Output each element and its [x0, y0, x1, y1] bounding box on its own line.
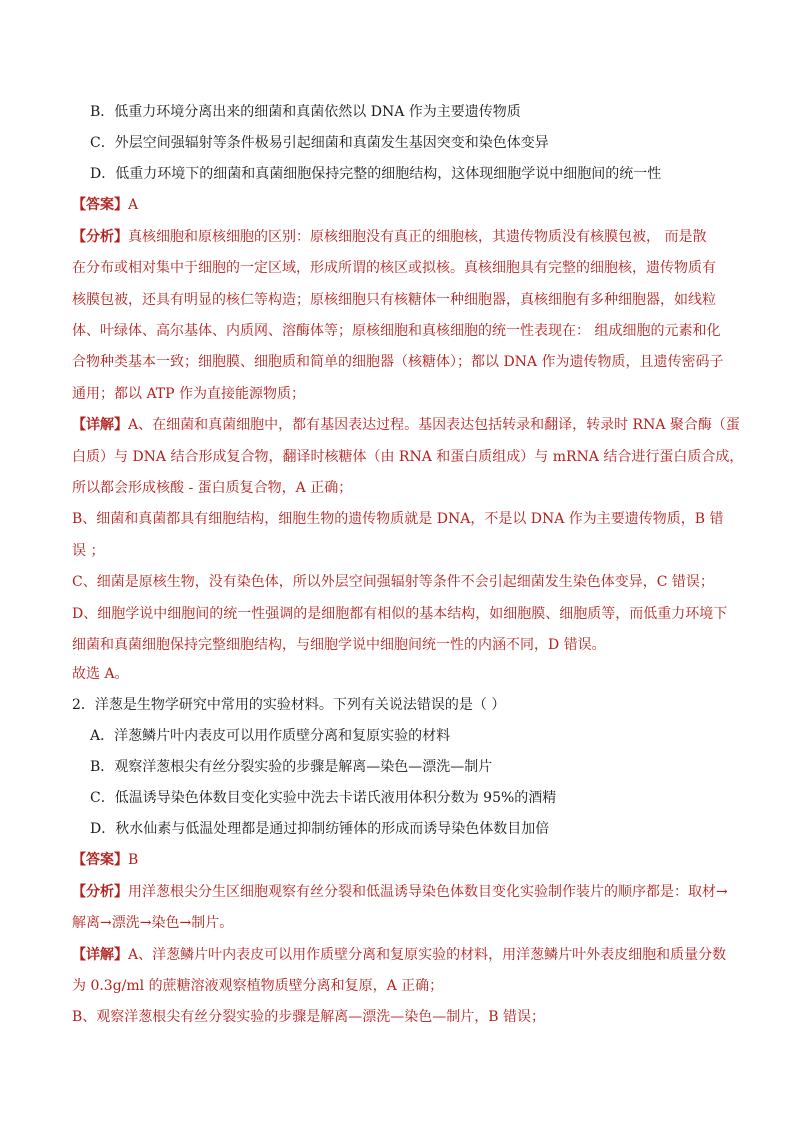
q2-analysis-line-1 [72, 882, 794, 902]
q1-option-b: B．低重力环境分离出来的细菌和真菌依然以 DNA 作为主要遗传物质 [90, 104, 521, 120]
q1-answer-tag: 【答案】 [72, 197, 128, 213]
q2-answer-row [72, 850, 794, 870]
q1-detail-line-7: D、细胞学说中细胞间的统一性强调的是细胞都有相似的基本结构，如细胞膜、细胞质等，而低重力环境下 [72, 606, 728, 622]
q1-detail-line-3: 所以都会形成核酸 - 蛋白质复合物，A 正确； [72, 480, 353, 496]
q1-detail-line-2: 白质）与 DNA 结合形成复合物，翻译时核糖体（由 RNA 和蛋白质组成）与 mRNA 结合进行蛋白质合成， [72, 449, 744, 465]
q1-analysis-line-2: 在分布或相对集中于细胞的一定区域，形成所谓的核区或拟核。真核细胞具有完整的细胞核，遗传物质有 [72, 260, 716, 276]
q2-analysis-text-1: 用洋葱根尖分生区细胞观察有丝分裂和低温诱导染色体数目变化实验制作装片的顺序都是：取材→ [128, 884, 728, 900]
q2-detail-tag: 【详解】 [72, 947, 128, 963]
q1-detail-line-4: B、细菌和真菌都具有细胞结构，细胞生物的遗传物质就是 DNA，不是以 DNA 作为主要遗传物质，B 错 [72, 511, 724, 527]
q1-analysis-line-4: 体、叶绿体、高尔基体、内质网、溶酶体等；原核细胞和真核细胞的统一性表现在： 组成细胞的元素和化 [72, 323, 721, 339]
q1-option-d: D．低重力环境下的细菌和真菌细胞保持完整的细胞结构，这体现细胞学说中细胞间的统一性 [90, 166, 662, 182]
q1-detail-line-1 [72, 415, 794, 435]
q1-answer-value: A [128, 197, 139, 213]
q2-detail-line-2: 为 0.3g/ml 的蔗糖溶液观察植物质壁分离和复原，A 正确； [72, 978, 444, 994]
q1-detail-line-6: C、细菌是原核生物，没有染色体，所以外层空间强辐射等条件不会引起细菌发生染色体变异，C 错误； [72, 574, 714, 590]
q2-option-b: B．观察洋葱根尖有丝分裂实验的步骤是解离—染色—漂洗—制片 [90, 759, 493, 775]
q1-analysis-line-6: 通用；都以 ATP 作为直接能源物质； [72, 386, 306, 402]
q2-option-c: C．低温诱导染色体数目变化实验中洗去卡诺氏液用体积分数为 95%的酒精 [90, 790, 557, 806]
q2-detail-text-1: A、洋葱鳞片叶内表皮可以用作质壁分离和复原实验的材料，用洋葱鳞片叶外表皮细胞和质量分数 [128, 947, 727, 963]
q2-answer-value: B [128, 852, 139, 868]
q1-analysis-tag: 【分析】 [72, 229, 128, 245]
q1-detail-tag: 【详解】 [72, 417, 128, 433]
q2-detail-line-1 [72, 945, 794, 965]
q1-answer-row [72, 195, 794, 215]
q1-detail-line-8: 细菌和真菌细胞保持完整细胞结构，与细胞学说中细胞间统一性的内涵不同，D 错误。 [72, 637, 606, 653]
q2-analysis-line-2: 解离→漂洗→染色→制片。 [72, 915, 234, 931]
q1-detail-line-5: 误 ； [72, 543, 105, 559]
q1-analysis-line-1 [72, 227, 794, 247]
q2-option-a: A．洋葱鳞片叶内表皮可以用作质壁分离和复原实验的材料 [90, 728, 451, 744]
q1-analysis-text-1: 真核细胞和原核细胞的区别：原核细胞没有真正的细胞核，其遗传物质没有核膜包被， 而是散 [128, 229, 707, 245]
q1-detail-text-1: A、在细菌和真菌细胞中，都有基因表达过程。基因表达包括转录和翻译，转录时 RNA 聚合酶（蛋 [128, 417, 740, 433]
q1-analysis-line-3: 核膜包被，还具有明显的核仁等构造；原核细胞只有核糖体一种细胞器，真核细胞有多种细胞器，如线粒 [72, 292, 716, 308]
q1-conclusion: 故选 A。 [72, 666, 129, 682]
q2-answer-tag: 【答案】 [72, 852, 128, 868]
q1-option-c: C．外层空间强辐射等条件极易引起细菌和真菌发生基因突变和染色体变异 [90, 135, 549, 151]
q2-option-d: D．秋水仙素与低温处理都是通过抑制纺锤体的形成而诱导染色体数目加倍 [90, 821, 550, 837]
q2-detail-line-3: B、观察洋葱根尖有丝分裂实验的步骤是解离—漂洗—染色—制片，B 错误； [72, 1009, 546, 1025]
q2-stem: 2．洋葱是生物学研究中常用的实验材料。下列有关说法错误的是（ ） [72, 697, 506, 713]
q2-analysis-tag: 【分析】 [72, 884, 128, 900]
q1-analysis-line-5: 合物种类基本一致；细胞膜、细胞质和简单的细胞器（核糖体）；都以 DNA 作为遗传物质，且遗传密码子 [72, 354, 724, 370]
